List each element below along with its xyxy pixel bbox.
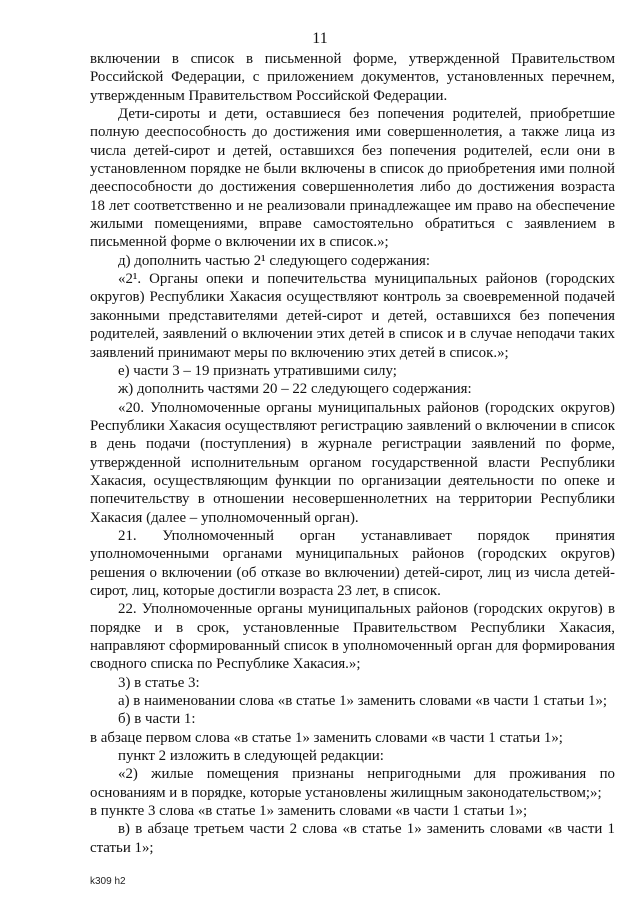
paragraph: а) в наименовании слова «в статье 1» заменить словами «в части 1 статьи 1»; [118,693,608,710]
paragraph: пункт 2 изложить в следующей редакции: [118,748,384,765]
paragraph: «2) жилые помещения признаны непригодными для проживания по основаниям и в порядке, которые установлены жилищным законодательством;»; [90,766,615,801]
paragraph: 3) в статье 3: [118,674,200,691]
page-number: 11 [312,30,328,47]
paragraph: Дети-сироты и дети, оставшиеся без попечения родителей, приобретшие полную дееспособность до достижения ими совершеннолетия, а также лица из числа детей-сирот и детей, оставшихся без попечения родителей, если они в установленном порядке не были включены в список до приобретения ими полной дееспособности до достижения совершеннолетия либо до достижения возраста 18 лет соответственно и не реализовали принадлежащее им право на обеспечение жилыми помещениями, вправе самостоятельно обратиться с заявлением в письменной форме о включении их в список.»; [90,106,615,251]
paragraph: «2¹. Органы опеки и попечительства муниципальных районов (городских округов) Республики Хакасия осуществляют контроль за своевременной подачей законными представителями детей-сирот и детей, оставшихся без попечения родителей, заявлений о включении этих детей в список и в случае неподачи таких заявлений принимают меры по включению этих детей в список.»; [90,271,615,361]
paragraph: в) в абзаце третьем части 2 слова «в статье 1» заменить словами «в части 1 статьи 1»; [90,821,615,856]
document-code: k309 h2 [90,876,126,887]
paragraph: 22. Уполномоченные органы муниципальных районов (городских округов) в порядке и в срок, установленные Правительством Республики Хакасия, направляют сформированный список в уполномоченный орган для формирования сводного списка по Республике Хакасия.»; [90,601,615,673]
paragraph: е) части 3 – 19 признать утратившими силу; [118,362,397,379]
paragraph: «20. Уполномоченные органы муниципальных районов (городских округов) Республики Хакасия осуществляют регистрацию заявлений о включении в список в день подачи (поступления) в журнале регистрации заявлений по форме, утвержденной исполнительным органом государственной власти Республики Хакасия, осуществляющим функции по организации деятельности по опеке и попечительству в отношении несовершеннолетних на территории Республики Хакасия (далее – уполномоченный орган). [90,399,615,526]
paragraph: д) дополнить частью 2¹ следующего содержания: [118,252,431,269]
paragraph: в абзаце первом слова «в статье 1» заменить словами «в части 1 статьи 1»; [90,729,563,746]
document-body [90,50,615,857]
paragraph: б) в части 1: [118,711,196,728]
paragraph: в пункте 3 слова «в статье 1» заменить словами «в части 1 статьи 1»; [90,803,528,820]
paragraph: 21. Уполномоченный орган устанавливает порядок принятия уполномоченными органами муниципальных районов (городских округов) решения о включении (об отказе во включении) детей-сирот, лиц из числа детей-сирот, лиц, которые достигли возраста 23 лет, в список. [90,527,615,599]
paragraph: включении в список в письменной форме, утвержденной Правительством Российской Федерации, с приложением документов, установленных перечнем, утвержденным Правительством Российской Федерации. [90,51,615,104]
paragraph: ж) дополнить частями 20 – 22 следующего содержания: [118,381,472,398]
